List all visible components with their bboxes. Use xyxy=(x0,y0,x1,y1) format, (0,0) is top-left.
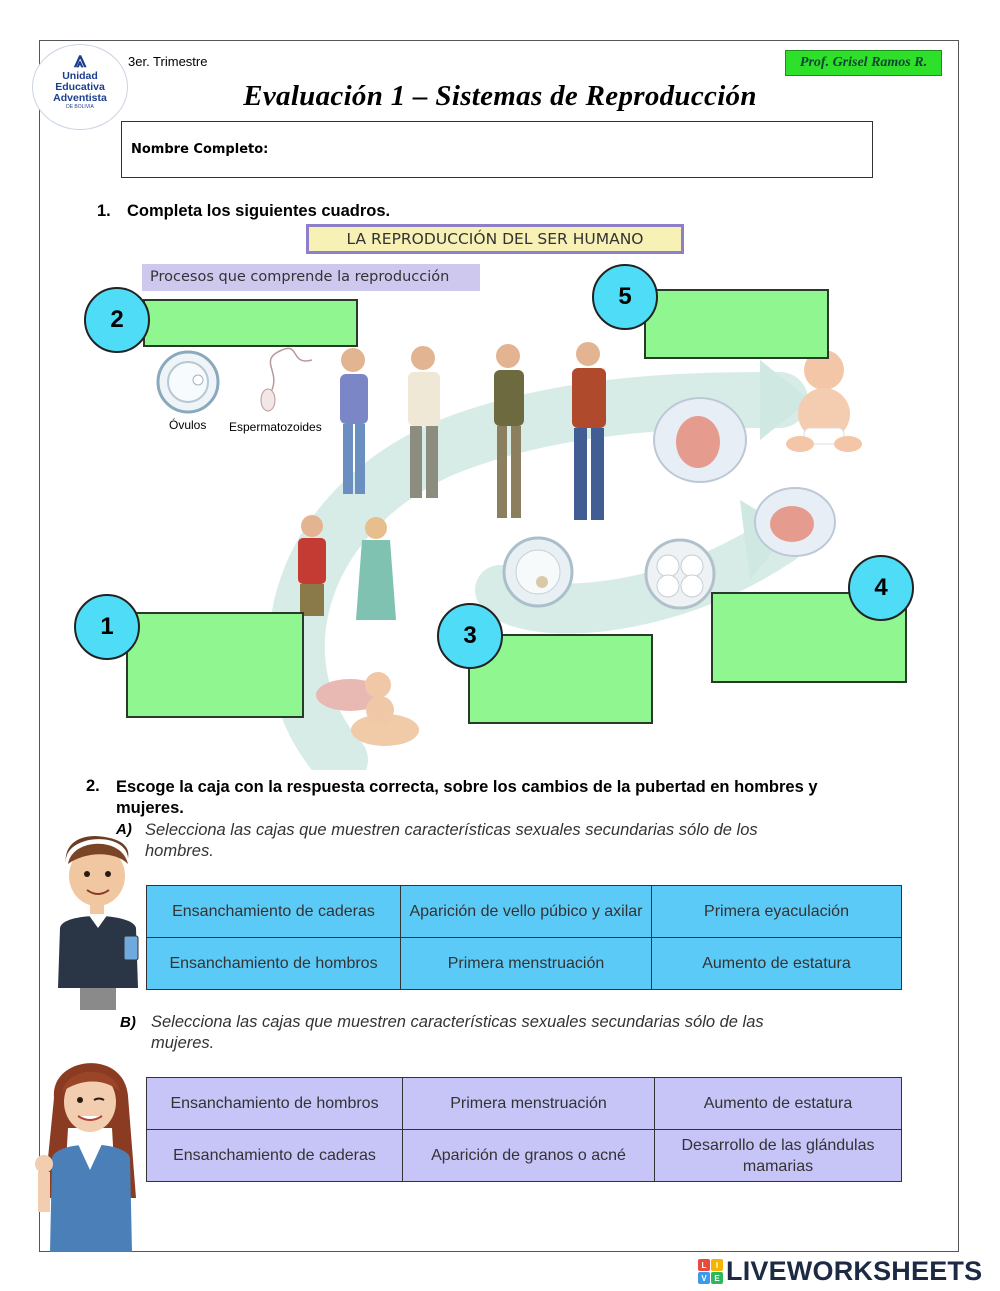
option-cell[interactable]: Primera menstruación xyxy=(401,938,652,990)
embryo-icon-2 xyxy=(755,488,835,556)
embryo-icon-1 xyxy=(654,398,746,482)
teacher-badge: Prof. Grisel Ramos R. xyxy=(785,50,942,76)
liveworksheets-icon xyxy=(698,1259,724,1285)
boy-student-illustration xyxy=(52,828,144,1010)
icon-letter: E xyxy=(714,1274,720,1283)
icon-letter: V xyxy=(701,1274,707,1283)
sperm-label: Espermatozoides xyxy=(229,420,322,434)
sperm-icon xyxy=(261,348,312,411)
number-circle-5: 5 xyxy=(592,264,658,330)
number-circle-1: 1 xyxy=(74,594,140,660)
option-cell[interactable]: Primera eyaculación xyxy=(652,886,902,938)
icon-letter: L xyxy=(701,1261,707,1270)
liveworksheets-brand: LIVEWORKSHEETS xyxy=(726,1256,983,1286)
question-2-prompt-line: Escoge la caja con la respuesta correcta, sobre los cambios de la pubertad en hombres y xyxy=(116,778,818,796)
boy-figure xyxy=(298,515,326,616)
option-cell[interactable]: Ensanchamiento de hombros xyxy=(147,938,401,990)
ovules-label: Óvulos xyxy=(169,418,207,432)
options-table-men xyxy=(146,885,902,990)
question-1-number: 1. xyxy=(97,202,111,220)
girl-student-illustration xyxy=(32,1048,150,1252)
part-a-instruction xyxy=(145,820,905,862)
ovule-icon xyxy=(158,352,218,412)
school-logo-line: Unidad xyxy=(62,70,98,82)
processes-subtitle: Procesos que comprende la reproducción xyxy=(142,264,480,291)
table-row xyxy=(147,1078,902,1130)
part-b-instruction xyxy=(151,1012,911,1054)
number-circle-2: 2 xyxy=(84,287,150,353)
answer-box-2[interactable] xyxy=(143,299,358,347)
option-cell[interactable]: Aparición de vello púbico y axilar xyxy=(401,886,652,938)
number-circle-4: 4 xyxy=(848,555,914,621)
full-name-label: Nombre Completo: xyxy=(131,142,269,157)
option-cell[interactable]: Ensanchamiento de caderas xyxy=(147,886,401,938)
number-circle-3: 3 xyxy=(437,603,503,669)
option-cell[interactable]: Aumento de estatura xyxy=(655,1078,902,1130)
option-cell[interactable]: Ensanchamiento de caderas xyxy=(147,1130,403,1182)
fertilized-egg-icon xyxy=(504,538,572,606)
school-logo-line: Educativa xyxy=(55,81,105,93)
part-a-instruction-line: Selecciona las cajas que muestren características sexuales secundarias sólo de los xyxy=(145,821,758,839)
school-logo-line: Adventista xyxy=(53,92,107,104)
part-b-instruction-line: Selecciona las cajas que muestren características sexuales secundarias sólo de las xyxy=(151,1013,764,1031)
option-cell[interactable]: Aparición de granos o acné xyxy=(403,1130,655,1182)
table-row xyxy=(147,1130,902,1182)
options-table-women xyxy=(146,1077,902,1182)
school-logo-line: DE BOLIVIA xyxy=(66,104,94,110)
page-title: Evaluación 1 – Sistemas de Reproducción xyxy=(243,80,757,112)
cell-division-icon xyxy=(646,540,714,608)
part-a-instruction-line: hombres. xyxy=(145,842,214,860)
part-a-label: A) xyxy=(116,821,132,838)
question-2-prompt-line: mujeres. xyxy=(116,799,184,817)
answer-box-5[interactable] xyxy=(644,289,829,359)
school-logo-icon: ⩓ xyxy=(73,47,87,72)
table-row xyxy=(147,938,902,990)
answer-box-1[interactable] xyxy=(126,612,304,718)
icon-letter: I xyxy=(715,1261,719,1270)
question-2-prompt xyxy=(116,777,916,819)
option-cell[interactable]: Ensanchamiento de hombros xyxy=(147,1078,403,1130)
full-name-field[interactable] xyxy=(121,121,873,178)
option-cell[interactable]: Desarrollo de las glándulas mamarias xyxy=(655,1130,902,1182)
table-row xyxy=(147,886,902,938)
option-cell[interactable]: Aumento de estatura xyxy=(652,938,902,990)
part-b-instruction-line: mujeres. xyxy=(151,1034,215,1052)
school-logo xyxy=(32,44,128,130)
question-2-number: 2. xyxy=(86,777,100,795)
trimester-label: 3er. Trimestre xyxy=(128,54,208,69)
reproduction-banner: LA REPRODUCCIÓN DEL SER HUMANO xyxy=(306,224,684,254)
option-cell[interactable]: Primera menstruación xyxy=(403,1078,655,1130)
part-b-label: B) xyxy=(120,1014,136,1031)
question-1-prompt: Completa los siguientes cuadros. xyxy=(127,202,391,220)
